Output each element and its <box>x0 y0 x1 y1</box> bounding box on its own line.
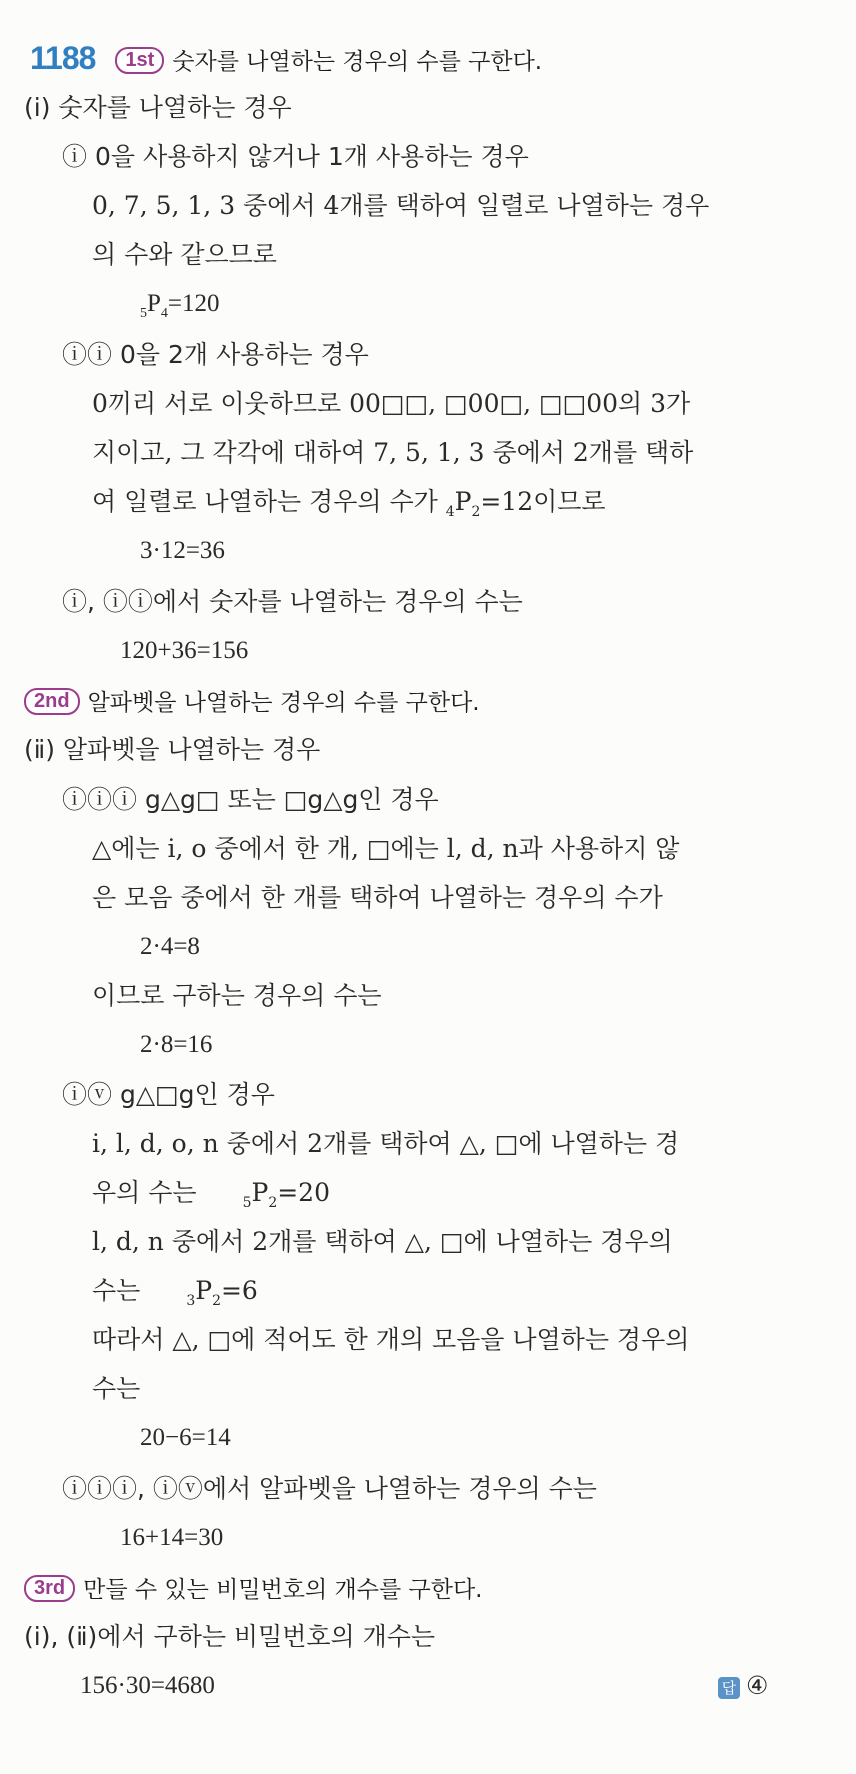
text-line: 0끼리 서로 이웃하므로 00□□, □00□, □□00의 3가 <box>92 389 691 418</box>
equation: 2·4=8 <box>140 933 200 960</box>
subcase-2-heading: ⓘⓘ 0을 2개 사용하는 경우 <box>62 340 369 369</box>
case-ii-heading: (ⅱ) 알파벳을 나열하는 경우 <box>24 735 321 764</box>
subcase-3-heading: ⓘⓘⓘ g△g□ 또는 □g△g인 경우 <box>62 785 439 814</box>
step-3-header <box>24 1575 482 1602</box>
text-line: ⓘⓘⓘ, ⓘⓥ에서 알파벳을 나열하는 경우의 수는 <box>62 1474 597 1503</box>
text-line: 지이고, 그 각각에 대하여 7, 5, 1, 3 중에서 2개를 택하 <box>92 438 694 467</box>
text-span: 여 일렬로 나열하는 경우의 수가 <box>92 487 446 516</box>
text-line: 의 수와 같으므로 <box>92 240 277 269</box>
text-span: 우의 수는 <box>92 1178 197 1207</box>
step-tag-1st: 1st <box>115 47 164 74</box>
final-equation: 156·30=4680 <box>80 1672 215 1699</box>
step-1-title: 숫자를 나열하는 경우의 수를 구한다. <box>172 49 543 75</box>
equation: 16+14=30 <box>120 1524 224 1551</box>
step-2-title: 알파벳을 나열하는 경우의 수를 구한다. <box>87 690 480 716</box>
perm-symbol: P <box>454 487 472 516</box>
subcase-1-heading: ⓘ 0을 사용하지 않거나 1개 사용하는 경우 <box>62 142 529 171</box>
text-line: (ⅰ), (ⅱ)에서 구하는 비밀번호의 개수는 <box>24 1622 436 1651</box>
perm-n: 4 <box>445 504 455 520</box>
equation-result: =20 <box>277 1178 330 1207</box>
text-line: 수는 <box>92 1374 141 1403</box>
text-line: 0, 7, 5, 1, 3 중에서 4개를 택하여 일렬로 나열하는 경우 <box>92 191 710 220</box>
perm-r: 2 <box>471 504 481 520</box>
equation-result: =120 <box>167 290 220 317</box>
equation-5P4 <box>140 291 220 321</box>
text-line <box>92 489 606 519</box>
equation: 20−6=14 <box>140 1424 231 1451</box>
answer-icon: 답 <box>718 1677 740 1699</box>
perm-n: 5 <box>140 306 147 321</box>
text-line <box>92 1180 330 1210</box>
perm-r: 4 <box>160 306 168 321</box>
equation: 3·12=36 <box>140 537 225 564</box>
step-2-header <box>24 688 480 715</box>
subcase-4-heading: ⓘⓥ g△□g인 경우 <box>62 1080 275 1109</box>
step-tag-2nd: 2nd <box>24 688 80 715</box>
equation-result: =6 <box>220 1276 258 1305</box>
problem-number: 1188 <box>30 40 96 76</box>
problem-header <box>30 42 542 74</box>
perm-symbol: P <box>251 1178 269 1207</box>
perm-r: 2 <box>268 1195 278 1211</box>
perm-r: 2 <box>212 1293 221 1309</box>
equation: 120+36=156 <box>120 637 249 664</box>
text-line: l, d, n 중에서 2개를 택하여 △, □에 나열하는 경우의 <box>92 1227 673 1256</box>
perm-symbol: P <box>195 1276 213 1305</box>
equation: 2·8=16 <box>140 1031 213 1058</box>
case-i-heading: (ⅰ) 숫자를 나열하는 경우 <box>24 93 292 122</box>
text-span: 수는 <box>92 1276 141 1305</box>
perm-symbol: P <box>147 290 161 317</box>
text-line: △에는 i, o 중에서 한 개, □에는 l, d, n과 사용하지 않 <box>92 834 680 863</box>
text-line: 은 모음 중에서 한 개를 택하여 나열하는 경우의 수가 <box>92 883 663 912</box>
perm-n: 5 <box>242 1195 252 1211</box>
text-span: =12이므로 <box>480 487 606 516</box>
answer-value: ④ <box>746 1671 769 1700</box>
text-line: 이므로 구하는 경우의 수는 <box>92 981 382 1010</box>
text-line: 따라서 △, □에 적어도 한 개의 모음을 나열하는 경우의 <box>92 1325 690 1354</box>
step-3-title: 만들 수 있는 비밀번호의 개수를 구한다. <box>83 1577 483 1603</box>
text-line <box>92 1278 258 1308</box>
step-tag-3rd: 3rd <box>24 1575 75 1602</box>
text-line: i, l, d, o, n 중에서 2개를 택하여 △, □에 나열하는 경 <box>92 1129 680 1158</box>
text-line: ⓘ, ⓘⓘ에서 숫자를 나열하는 경우의 수는 <box>62 587 523 616</box>
answer <box>718 1673 768 1699</box>
perm-n: 3 <box>186 1293 196 1309</box>
